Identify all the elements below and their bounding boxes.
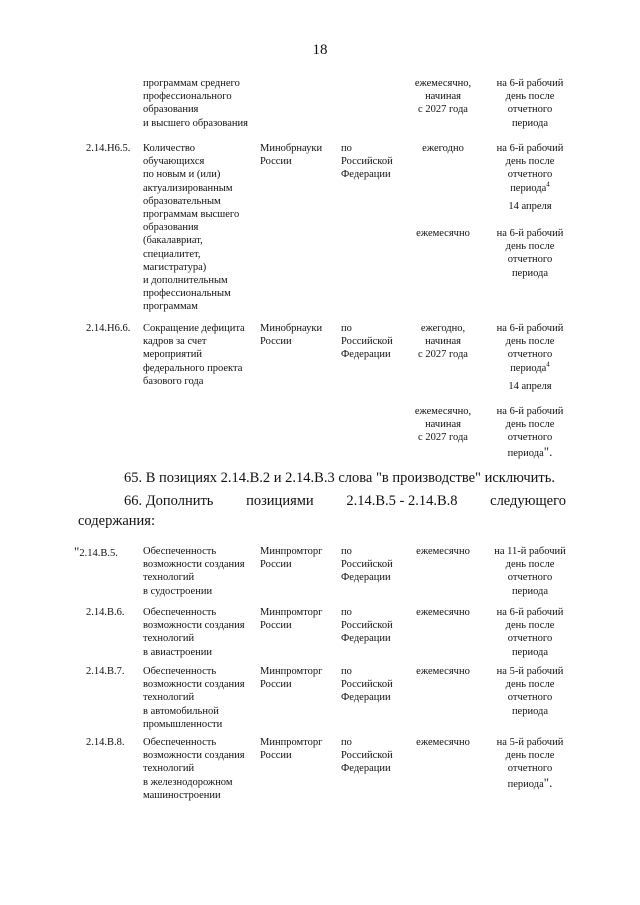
row-ministry: Минпромторг России (260, 737, 323, 762)
para66-word: позициями (246, 493, 314, 509)
row-deadline: на 11-й рабочий день после отчетного периода (494, 546, 566, 597)
closing-quote: ". (543, 443, 553, 459)
row-scope: по Российской Федерации (341, 546, 393, 584)
row-ministry: Минобрнауки России (260, 143, 323, 168)
row-ministry: Минпромторг России (260, 607, 323, 632)
deadline-text: на 6-й рабочий день после отчетного периода (496, 406, 564, 459)
row-frequency-annual: ежегодно, начиная с 2027 года (418, 323, 468, 361)
row-frequency-annual: ежегодно (422, 143, 464, 154)
row-scope: по Российской Федерации (341, 666, 393, 704)
cont-row-frequency: ежемесячно, начиная с 2027 года (414, 78, 472, 116)
row-frequency: ежемесячно (416, 607, 470, 618)
row-frequency-monthly: ежемесячно, начиная с 2027 года (414, 406, 472, 444)
row-ministry: Минпромторг России (260, 546, 323, 571)
row-name: Обеспеченность возможности создания технологий в автомобильной промышленности (143, 666, 245, 730)
cont-row-deadline: на 6-й рабочий день после отчетного периода (496, 78, 564, 129)
deadline-text: на 6-й рабочий день после отчетного периода (496, 143, 564, 194)
paragraph-66 (124, 492, 566, 510)
row-code: 2.14.Н6.5. (86, 143, 131, 154)
row-frequency: ежемесячно (416, 737, 470, 748)
row-deadline-monthly: на 6-й рабочий день после отчетного периода (496, 228, 564, 279)
row-deadline-date: 14 апреля (508, 381, 552, 392)
row-deadline-annual (484, 142, 576, 195)
row-frequency: ежемесячно (416, 546, 470, 557)
para66-word: 66. Дополнить (124, 493, 214, 509)
row-name: Сокращение дефицита кадров за счет мероприятий федерального проекта базового года (143, 323, 245, 387)
row-deadline-annual (484, 322, 576, 375)
row-scope: по Российской Федерации (341, 323, 393, 361)
closing-quote: ". (543, 774, 553, 790)
row-scope: по Российской Федерации (341, 607, 393, 645)
cont-row-name: программам среднего профессионального образования и высшего образования (143, 78, 248, 129)
row-deadline-date: 14 апреля (508, 201, 552, 212)
footnote-marker: 4 (546, 180, 550, 189)
page-number: 18 (312, 42, 328, 58)
row-ministry: Минобрнауки России (260, 323, 323, 348)
row-frequency: ежемесячно (416, 666, 470, 677)
row-deadline: на 5-й рабочий день после отчетного периода (496, 666, 564, 717)
para66-word: 2.14.В.5 - 2.14.В.8 (346, 493, 458, 509)
row-name: Обеспеченность возможности создания технологий в судостроении (143, 546, 245, 597)
footnote-marker: 4 (546, 360, 550, 369)
row-frequency-monthly: ежемесячно (416, 228, 470, 239)
row-code: 2.14.В.6. (86, 607, 125, 618)
row-deadline (484, 736, 576, 791)
row-deadline-monthly (484, 405, 576, 460)
para66-word: следующего (490, 493, 566, 509)
deadline-text: на 6-й рабочий день после отчетного периода (496, 323, 564, 374)
row-code: 2.14.В.7. (86, 666, 125, 677)
row-name: Количество обучающихся по новым и (или) актуализированным образовательным программам высшего образования (бакалавриат, специалитет, магистратура) и дополнительным профессиональным программам (143, 143, 240, 313)
row-deadline: на 6-й рабочий день после отчетного периода (496, 607, 564, 658)
row-code (74, 545, 144, 560)
row-code: 2.14.В.8. (86, 737, 125, 748)
deadline-text: на 5-й рабочий день после отчетного периода (496, 737, 564, 790)
row-name: Обеспеченность возможности создания технологий в авиастроении (143, 607, 245, 658)
paragraph-65: 65. В позициях 2.14.В.2 и 2.14.В.3 слова "в производстве" исключить. (124, 470, 555, 486)
row-ministry: Минпромторг России (260, 666, 323, 691)
row-code-text: 2.14.В.5. (79, 548, 118, 559)
opening-quote: " (74, 544, 80, 559)
row-scope: по Российской Федерации (341, 737, 393, 775)
row-scope: по Российской Федерации (341, 143, 393, 181)
row-code: 2.14.Н6.6. (86, 323, 131, 334)
paragraph-66-continuation: содержания: (78, 513, 156, 529)
row-name: Обеспеченность возможности создания технологий в железнодорожном машиностроении (143, 737, 245, 801)
